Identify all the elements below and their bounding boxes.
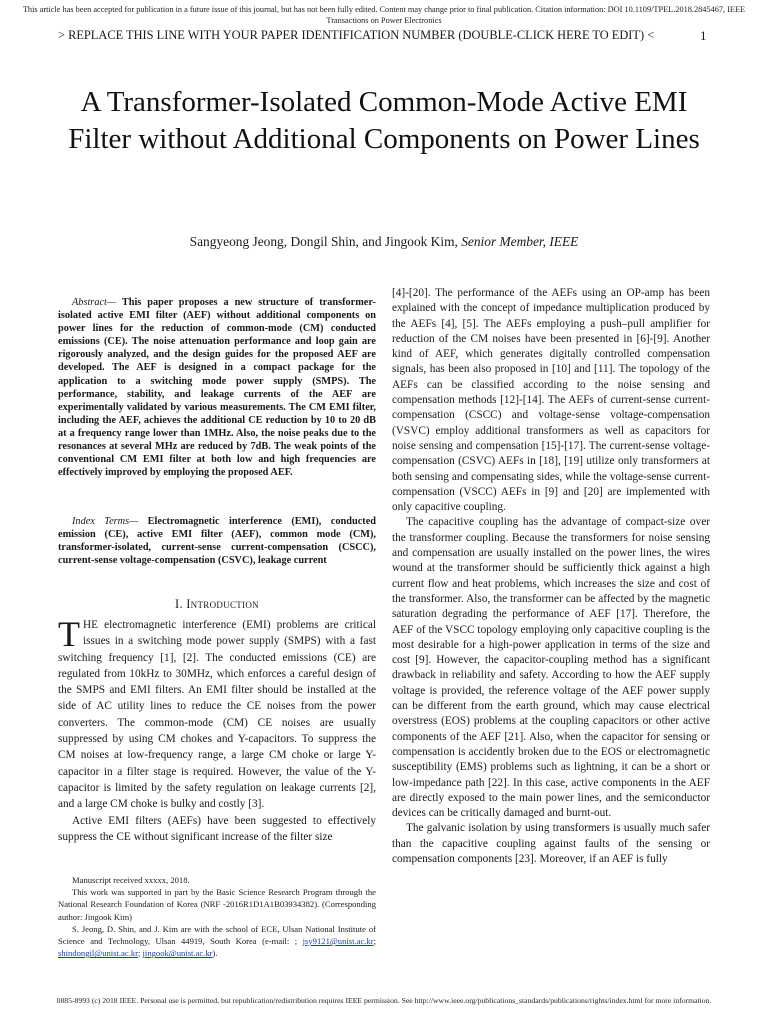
acceptance-notice-line-1: This article has been accepted for publication in a future issue of this journal, but has not been fully edited. Content may change prior to final publication. Citation information: DOI 10.1109/TPEL.2018.2845467, IEEE [22, 5, 746, 14]
footnote-affiliation: S. Jeong, D. Shin, and J. Kim are with the school of ECE, Ulsan National Institute of Science and Technology, Ulsan 44919, South Korea (e-mail: ; jsy9121@unist.ac.kr; shindongil@unist.ac.kr; jingook@unist.ac.kr). [58, 923, 376, 959]
paper-id-placeholder: > REPLACE THIS LINE WITH YOUR PAPER IDENTIFICATION NUMBER (DOUBLE-CLICK HERE TO EDIT) < [58, 28, 655, 42]
index-terms-label: Index Terms— [72, 516, 139, 527]
footnotes [58, 874, 376, 959]
abstract [58, 296, 376, 479]
index-terms-text: Electromagnetic interference (EMI), conducted emission (CE), active EMI filter (AEF), common mode (CM), transformer-isolated, current-sense current-compensation (CSCC), current-sense voltage-compensation (CSVC), leakage current [58, 516, 376, 567]
acceptance-notice-line-2: Transactions on Power Electronics [326, 16, 442, 25]
right-paragraph-2: The capacitive coupling has the advantage of compact-size over the transformer coupling. Because the transformers for noise sensing and compensation are usually installed on the power lines, the wires wound at the transformer should be sufficiently thick against a high current flow and heat problems, which increases the size and cost of the transformer. Also, the transformer can be affected by the magnetic saturation degrading the performance of AEF [17]. Therefore, the AEF of the VSCC topology employing only capacitive coupling is the most desirable for a high-power application in terms of the size and cost [9]. However, the capacitor-coupling method has a significant drawback in reliability and safety. According to how the AEF supply voltage is provided, the reference voltage of the AEF power supply can be different from the earth ground, which may cause electrical overstress (EOS) problems at the coupling capacitors or other active components of the AEF [21]. Also, when the capacitor for sensing or compensation is accidently broken due to the EOS or electromagnetic susceptibility (EMS) problems such as lightning, it can be a short or low-impedance path [22]. In this case, active components in the AEF are directly exposed to the main power lines, and the semiconductor devices can be critically damaged and burnt-out. [392, 516, 710, 820]
introduction-body [58, 614, 376, 845]
email-link-2[interactable]: shindongil@unist.ac.kr [58, 948, 138, 959]
author-names: Sangyeong Jeong, Dongil Shin, and Jingook Kim, [189, 234, 458, 249]
intro-paragraph-1: HE electromagnetic interference (EMI) problems are critical issues in a switching mode power supply (SMPS) with a fast switching frequency [1], [2]. The conducted emissions (CE) are regulated from 10kHz to 30MHz, which enforces a careful design of the SMPS and EMI filters. An EMI filter should be installed at the side of AC utility lines to reduce the CE noises from the power converters. The common-mode (CM) CE noises are usually suppressed by using CM chokes and Y-capacitors. To suppress the CM noises at low-frequency range, a large CM choke or large Y-capacitor in a filter stage is required. However, the value of the Y-capacitor is limited by the safety regulation on leakage currents [2], and a large CM choke is bulky and costly [3]. [58, 619, 376, 811]
journal-acceptance-notice [20, 4, 748, 26]
copyright-footer: 0885-8993 (c) 2018 IEEE. Personal use is permitted, but republication/redistribution requires IEEE permission. See http://www.ieee.org/publications_standards/publications/rights/index.html for more information. [56, 996, 712, 1005]
drop-cap: T [58, 614, 80, 654]
index-terms [58, 515, 376, 567]
right-column-body [392, 286, 710, 867]
abstract-text: This paper proposes a new structure of transformer-isolated active EMI filter (AEF) without additional components on power lines for the reduction of common-mode (CM) conducted emissions (CE). The noise attenuation performance and loop gain are rigorously analyzed, and the design guides for the proposed AEF are developed. The AEF is designed in a compact package for the application to a switching mode power supply (SMPS). The performance, stability, and leakage currents of the AEF are experimentally validated by various measurements. The CM EMI filter, including the AEF, achieves the additional CE reduction by 10 to 20 dB at a frequency range lower than 1MHz. Also, the noise peaks due to the resonances at several MHz are reduced by 7dB. The weak points of the conventional CM EMI filter at both low and high frequencies are effectively improved by employing the proposed AEF. [58, 297, 376, 479]
affiliation-close: ). [212, 948, 218, 959]
abstract-label: Abstract— [72, 297, 117, 308]
paper-title: A Transformer-Isolated Common-Mode Active EMI Filter without Additional Components on Power Lines [68, 86, 700, 155]
email-link-3[interactable]: jingook@unist.ac.kr [142, 948, 213, 959]
author-line [60, 234, 708, 250]
section-heading-introduction: I. Introduction [175, 597, 259, 611]
intro-paragraph-2: Active EMI filters (AEFs) have been suggested to effectively suppress the CE without significant increase of the filter size [58, 814, 376, 843]
footnote-received: Manuscript received xxxxx, 2018. [72, 875, 190, 885]
affiliation-text: S. Jeong, D. Shin, and J. Kim are with the school of ECE, Ulsan National Institute of Science and Technology, Ulsan 44919, South Korea (e-mail: ; [58, 923, 376, 947]
right-paragraph-3: The galvanic isolation by using transformers is usually much safer than the capacitive coupling against faults of the sensing or compensation components [23]. Moreover, if an AEF is fully [392, 822, 710, 865]
right-paragraph-1: [4]-[20]. The performance of the AEFs using an OP-amp has been explained with the concept of impedance multiplication produced by the AEFs [4], [5]. The AEFs employing a push–pull amplifier for reduction of the CM noises have been presented in [6]-[9]. Another kind of AEF, which generates digitally controlled compensation signals, has been also proposed in [10] and [11]. The topology of the AEFs can be classified according to the noise sensing and compensation methods [12]-[14]. The AEFs of current-sense current-compensation (CSCC) and voltage-sense voltage-compensation (VSVC) employ additional transformers as well as capacitors for noise sensing and compensation [15]-[17]. The current-sense voltage-compensation (CSVC) AEFs in [18], [19] utilize only transformers at both sensing and compensating sides, while the voltage-sense current-compensation (VSCC) AEFs in [9] and [20] are implemented with only capacitive coupling. [392, 287, 710, 514]
footnote-support: This work was supported in part by the Basic Science Research Program through the National Research Foundation of Korea (NRF -2016R1D1A1B03934382). (Corresponding author: Jingook Kim) [58, 887, 376, 922]
page-number: 1 [700, 28, 707, 43]
email-link-1[interactable]: jsy9121@unist.ac.kr [302, 936, 374, 947]
author-degree: Senior Member, IEEE [461, 234, 579, 249]
